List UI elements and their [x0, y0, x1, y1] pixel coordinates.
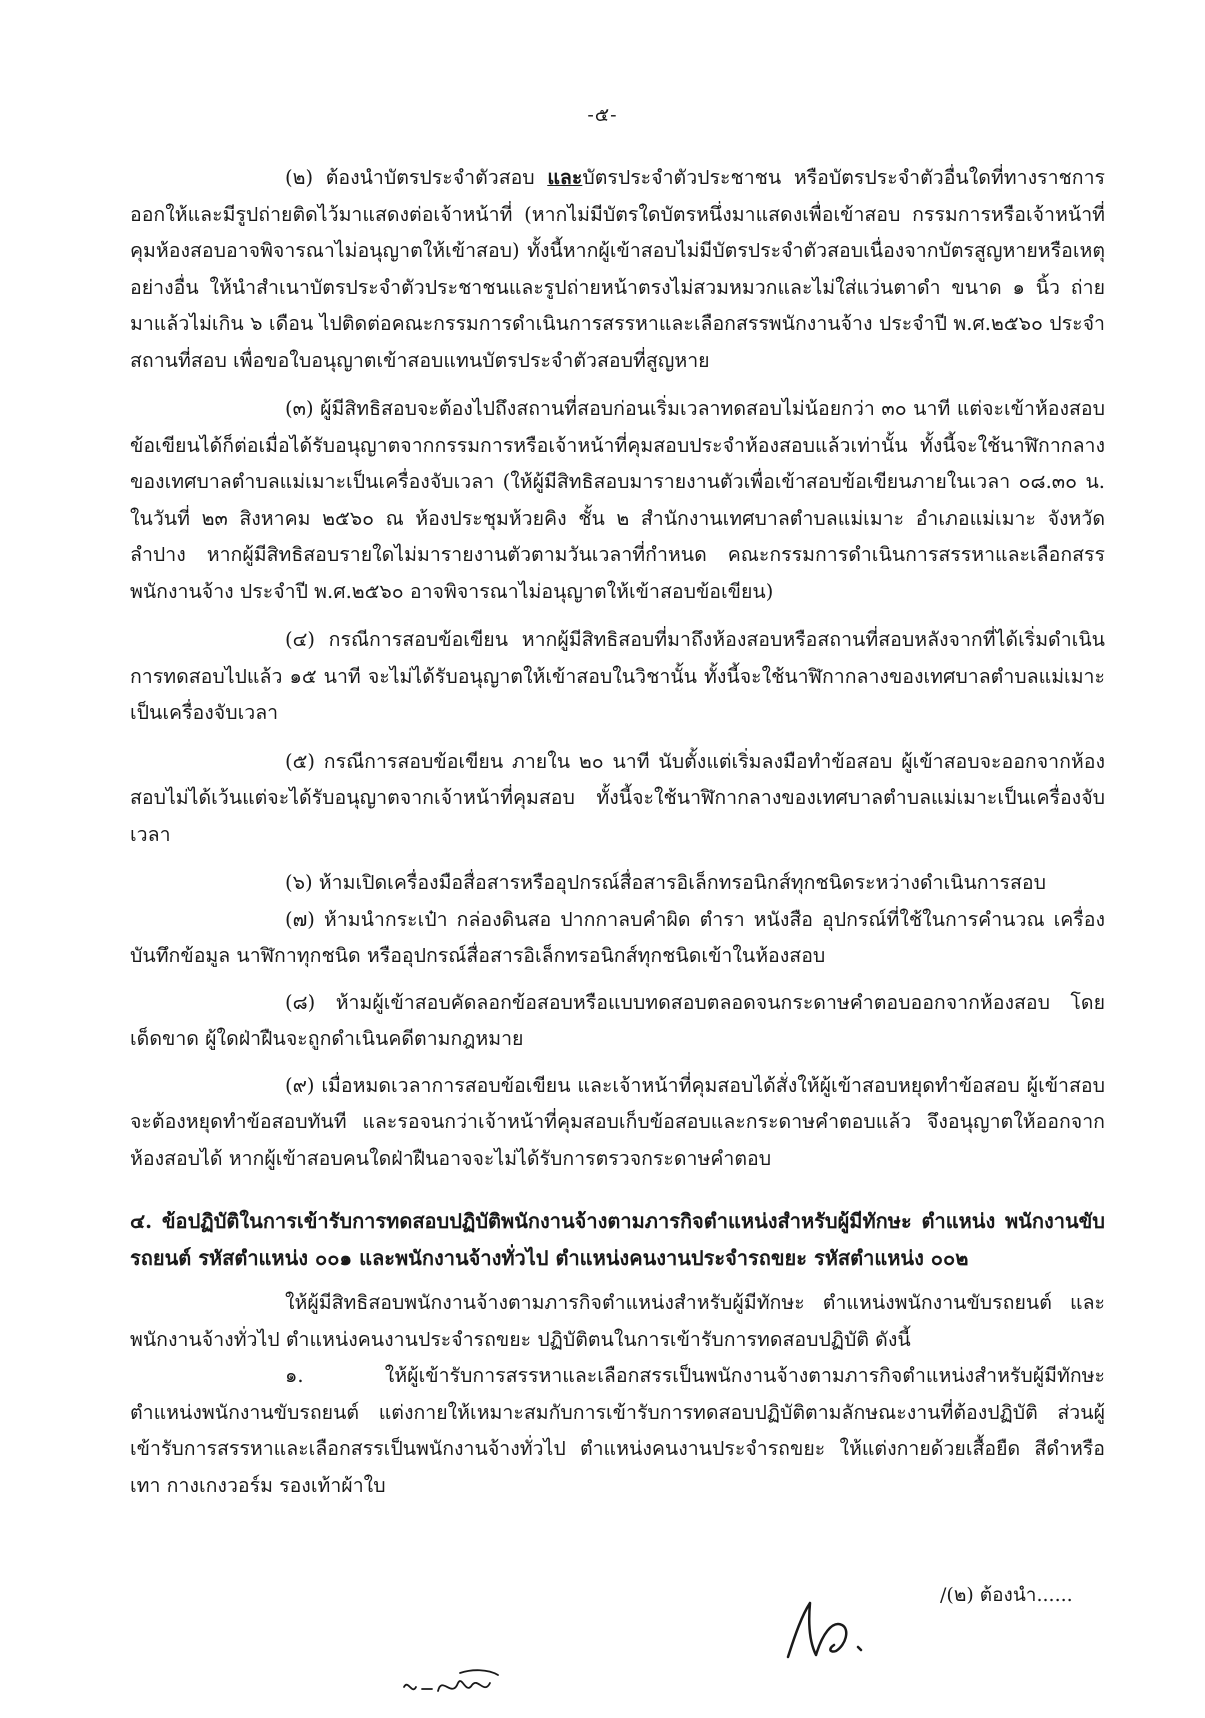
paragraph-item-7: (๗) ห้ามนำกระเป๋า กล่องดินสอ ปากกาลบคำผิด ตำรา หนังสือ อุปกรณ์ที่ใช้ในการคำนวณ เครื่องบันทึกข้อมูล นาฬิกาทุกชนิด หรืออุปกรณ์สื่อสารอิเล็กทรอนิกส์ทุกชนิดเข้าในห้องสอบ [130, 907, 1105, 967]
section-heading: ๔. ข้อปฏิบัติในการเข้ารับการทดสอบปฏิบัติพนักงานจ้างตามภารกิจตำแหน่งสำหรับผู้มีทักษะ ตำแหน่ง พนักงานขับรถยนต์ รหัสตำแหน่ง ๐๐๑ และพนักงานจ้างทั่วไป ตำแหน่งคนงานประจำรถขยะ รหัสตำแหน่ง ๐๐๒ [130, 1209, 1105, 1270]
paragraph-item-9: (๙) เมื่อหมดเวลาการสอบข้อเขียน และเจ้าหน้าที่คุมสอบได้สั่งให้ผู้เข้าสอบหยุดทำข้อสอบ ผู้เข้าสอบจะต้องหยุดทำข้อสอบทันที และรอจนกว่าเจ้าหน้าที่คุมสอบเก็บข้อสอบและกระดาษคำตอบแล้ว จึงอนุญาตให้ออกจากห้องสอบได้ หากผู้เข้าสอบคนใดฝ่าฝืนอาจจะไม่ได้รับการตรวจกระดาษคำตอบ [130, 1073, 1105, 1170]
paragraph-item-4: (๔) กรณีการสอบข้อเขียน หากผู้มีสิทธิสอบที่มาถึงห้องสอบหรือสถานที่สอบหลังจากที่ได้เริ่มดำเนินการทดสอบไปแล้ว ๑๕ นาที จะไม่ได้รับอนุญาตให้เข้าสอบในวิชานั้น ทั้งนี้จะใช้นาฬิกากลางของเทศบาลตำบลแม่เมาะเป็นเครื่องจับเวลา [130, 628, 1105, 724]
paragraph-item-5: (๕) กรณีการสอบข้อเขียน ภายใน ๒๐ นาที นับตั้งแต่เริ่มลงมือทำข้อสอบ ผู้เข้าสอบจะออกจากห้องสอบไม่ได้เว้นแต่จะได้รับอนุญาตจากเจ้าหน้าที่คุมสอบ ทั้งนี้จะใช้นาฬิกากลางของเทศบาลตำบลแม่เมาะเป็นเครื่องจับเวลา [130, 749, 1105, 846]
page-number: -๕- [587, 104, 618, 126]
paragraph-item-2 [130, 160, 1105, 379]
section-item-1: ๑. ให้ผู้เข้ารับการสรรหาและเลือกสรรเป็นพนักงานจ้างตามภารกิจตำแหน่งสำหรับผู้มีทักษะ ตำแหน่งพนักงานขับรถยนต์ แต่งกายให้เหมาะสมกับการเข้ารับการทดสอบปฏิบัติตามลักษณะงานที่ต้องปฏิบัติ ส่วนผู้เข้ารับการสรรหาและเลือกสรรเป็นพนักงานจ้างทั่วไป ตำแหน่งคนงานประจำรถขยะ ให้แต่งกายด้วยเสื้อยืด สีดำหรือเทา กางเกงวอร์ม รองเท้าผ้าใบ [130, 1364, 1105, 1497]
emphasis-and: และ [547, 166, 583, 189]
continuation-note: /(๒) ต้องนำ...... [940, 1584, 1073, 1606]
document-body [130, 160, 1105, 1516]
paragraph-item-3: (๓) ผู้มีสิทธิสอบจะต้องไปถึงสถานที่สอบก่อนเริ่มเวลาทดสอบไม่น้อยกว่า ๓๐ นาที แต่จะเข้าห้องสอบข้อเขียนได้ก็ต่อเมื่อได้รับอนุญาตจากกรรมการหรือเจ้าหน้าที่คุมสอบประจำห้องสอบแล้วเท่านั้น ทั้งนี้จะใช้นาฬิกากลางของเทศบาลตำบลแม่เมาะเป็นเครื่องจับเวลา (ให้ผู้มีสิทธิสอบมารายงานตัวเพื่อเข้าสอบข้อเขียนภายในเวลา ๐๘.๓๐ น. ในวันที่ ๒๓ สิงหาคม ๒๕๖๐ ณ ห้องประชุมห้วยคิง ชั้น ๒ สำนักงานเทศบาลตำบลแม่เมาะ อำเภอแม่เมาะ จังหวัดลำปาง หากผู้มีสิทธิสอบรายใดไม่มารายงานตัวตามวันเวลาที่กำหนด คณะกรรมการดำเนินการสรรหาและเลือกสรรพนักงานจ้าง ประจำปี พ.ศ.๒๕๖๐ อาจพิจารณาไม่อนุญาตให้เข้าสอบข้อเขียน) [130, 397, 1105, 603]
paragraph-lead: (๒) ต้องนำบัตรประจำตัวสอบ [285, 166, 548, 189]
paragraph-item-6: (๖) ห้ามเปิดเครื่องมือสื่อสารหรืออุปกรณ์สื่อสารอิเล็กทรอนิกส์ทุกชนิดระหว่างดำเนินการสอบ [285, 871, 1046, 894]
paragraph-text: บัตรประจำตัวประชาชน หรือบัตรประจำตัวอื่นใดที่ทางราชการออกให้และมีรูปถ่ายติดไว้มาแสดงต่อเจ้าหน้าที่ (หากไม่มีบัตรใดบัตรหนึ่งมาแสดงเพื่อเข้าสอบ กรรมการหรือเจ้าหน้าที่คุมห้องสอบอาจพิจารณาไม่อนุญาตให้เข้าสอบ) ทั้งนี้หากผู้เข้าสอบไม่มีบัตรประจำตัวสอบเนื่องจากบัตรสูญหายหรือเหตุอย่างอื่น ให้นำสำเนาบัตรประจำตัวประชาชนและรูปถ่ายหน้าตรงไม่สวมหมวกและไม่ใส่แว่นตาดำ ขนาด ๑ นิ้ว ถ่ายมาแล้วไม่เกิน ๖ เดือน ไปติดต่อคณะกรรมการดำเนินการสรรหาและเลือกสรรพนักงานจ้าง ประจำปี พ.ศ.๒๕๖๐ ประจำสถานที่สอบ เพื่อขอใบอนุญาตเข้าสอบแทนบัตรประจำตัวสอบที่สูญหาย [130, 166, 1105, 372]
initials-mark [400, 1665, 510, 1705]
signature-mark [780, 1595, 870, 1665]
section-intro-paragraph: ให้ผู้มีสิทธิสอบพนักงานจ้างตามภารกิจตำแหน่งสำหรับผู้มีทักษะ ตำแหน่งพนักงานขับรถยนต์ และพนักงานจ้างทั่วไป ตำแหน่งคนงานประจำรถขยะ ปฏิบัติตนในการเข้ารับการทดสอบปฏิบัติ ดังนี้ [130, 1291, 1105, 1351]
paragraph-item-8: (๘) ห้ามผู้เข้าสอบคัดลอกข้อสอบหรือแบบทดสอบตลอดจนกระดาษคำตอบออกจากห้องสอบ โดยเด็ดขาด ผู้ใดฝ่าฝืนจะถูกดำเนินคดีตามกฎหมาย [130, 990, 1105, 1050]
